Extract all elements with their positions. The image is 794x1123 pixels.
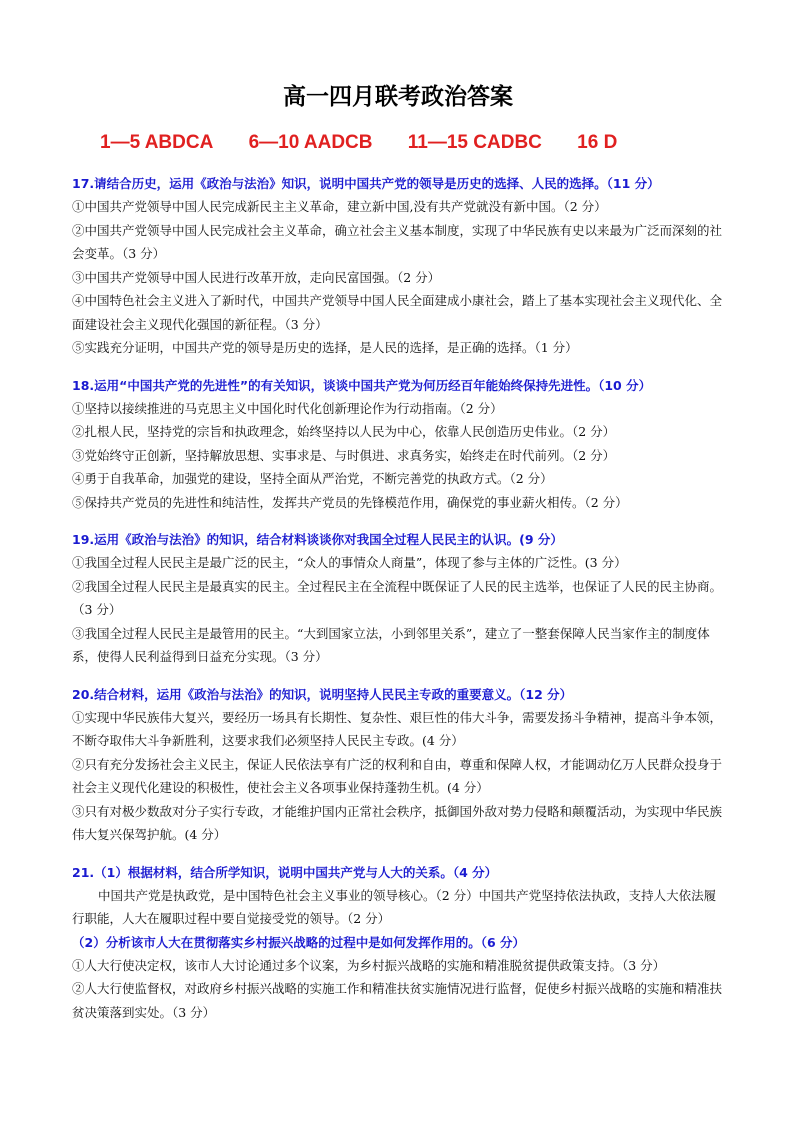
question-heading: 21.（1）根据材料，结合所学知识，说明中国共产党与人大的关系。（4 分） — [72, 864, 498, 880]
answer-16: 16 D — [577, 132, 618, 153]
question-heading: 20.结合材料，运用《政治与法治》的知识，说明坚持人民民主专政的重要意义。（12 分） — [72, 686, 573, 702]
answer-point: ①我国全过程人民民主是最广泛的民主，“众人的事情众人商量”，体现了参与主体的广泛性。(3 分） — [72, 555, 627, 570]
question-heading: 19.运用《政治与法治》的知识，结合材料谈谈你对我国全过程人民民主的认识。(9 分） — [72, 532, 563, 547]
answer-point: ②我国全过程人民民主是最真实的民主。全过程民主在全流程中既保证了人民的民主选举，也保证了人民的民主协商。（3 分） — [72, 578, 723, 617]
question-21 — [72, 861, 724, 1025]
question-18 — [72, 374, 724, 515]
answer-group-6-10: 6—10 AADCB — [248, 132, 373, 153]
answer-point: ③中国共产党领导中国人民进行改革开放，走向民富国强。（2 分） — [72, 269, 441, 285]
answer-paragraph: 中国共产党是执政党，是中国特色社会主义事业的领导核心。（2 分）中国共产党坚持依法执政，支持人大依法履行职能，人大在履职过程中要自觉接受党的领导。（2 分） — [72, 887, 717, 926]
question-heading: 18.运用“中国共产党的先进性”的有关知识，谈谈中国共产党为何历经百年能始终保持先进性。（10 分） — [72, 377, 652, 393]
answer-sheet — [72, 80, 724, 1024]
answer-point: ①中国共产党领导中国人民完成新民主主义革命，建立新中国,没有共产党就没有新中国。（2 分） — [72, 199, 607, 214]
page-title: 高一四月联考政治答案 — [283, 84, 513, 110]
answer-point: ①坚持以接续推进的马克思主义中国化时代化创新理论作为行动指南。（2 分） — [72, 400, 503, 416]
answer-point: ③党始终守正创新，坚持解放思想、实事求是、与时俱进、求真务实，始终走在时代前列。（2 分） — [72, 447, 616, 463]
answer-point: ②人大行使监督权，对政府乡村振兴战略的实施工作和精准扶贫实施情况进行监督，促使乡村振兴战略的实施和精准扶贫决策落到实处。（3 分） — [72, 981, 723, 1020]
answer-point: ①实现中华民族伟大复兴，要经历一场具有长期性、复杂性、艰巨性的伟大斗争，需要发扬斗争精神，提高斗争本领，不断夺取伟大斗争新胜利，这要求我们必须坚持人民民主专政。(4 分） — [72, 709, 723, 748]
answer-point: ④中国特色社会主义进入了新时代，中国共产党领导中国人民全面建成小康社会，踏上了基本实现社会主义现代化、全面建设社会主义现代化强国的新征程。（3 分） — [72, 293, 723, 332]
answer-group-11-15: 11—15 CADBC — [407, 132, 542, 153]
answer-point: ③我国全过程人民民主是最管用的民主。“大到国家立法，小到邻里关系”，建立了一整套保障人民当家作主的制度体系，使得人民利益得到日益充分实现。（3 分） — [72, 625, 710, 664]
sub-question-heading: （2）分析该市人大在贯彻落实乡村振兴战略的过程中是如何发挥作用的。（6 分） — [72, 934, 525, 950]
question-17 — [72, 172, 724, 360]
answer-point: ④勇于自我革命，加强党的建设，坚持全面从严治党，不断完善党的执政方式。（2 分） — [72, 471, 553, 486]
answer-point: ⑤保持共产党员的先进性和纯洁性，发挥共产党员的先锋模范作用，确保党的事业薪火相传。（2 分） — [72, 494, 628, 510]
answer-point: ②中国共产党领导中国人民完成社会主义革命，确立社会主义基本制度，实现了中华民族有史以来最为广泛而深刻的社会变革。（3 分） — [72, 222, 723, 261]
answer-group-1-5: 1—5 ABDCA — [100, 132, 214, 153]
answer-point: ①人大行使决定权，该市人大讨论通过多个议案，为乡村振兴战略的实施和精准脱贫提供政策支持。（3 分） — [72, 957, 666, 973]
multiple-choice-answers — [72, 128, 724, 158]
answer-point: ③只有对极少数敌对分子实行专政，才能维护国内正常社会秩序，抵御国外敌对势力侵略和颠覆活动，为实现中华民族伟大复兴保驾护航。(4 分） — [72, 803, 723, 842]
answer-point: ⑤实践充分证明，中国共产党的领导是历史的选择，是人民的选择，是正确的选择。（1 分） — [72, 340, 578, 355]
question-heading: 17.请结合历史，运用《政治与法治》知识，说明中国共产党的领导是历史的选择、人民的选择。（11 分） — [72, 176, 660, 191]
question-20 — [72, 683, 724, 847]
answer-point: ②扎根人民，坚持党的宗旨和执政理念，始终坚持以人民为中心，依靠人民创造历史伟业。（2 分） — [72, 424, 616, 439]
answer-point: ②只有充分发扬社会主义民主，保证人民依法享有广泛的权利和自由，尊重和保障人权，才能调动亿万人民群众投身于社会主义现代化建设的积极性，使社会主义各项事业保持蓬勃生机。(4 分） — [72, 756, 723, 795]
question-19 — [72, 528, 724, 669]
